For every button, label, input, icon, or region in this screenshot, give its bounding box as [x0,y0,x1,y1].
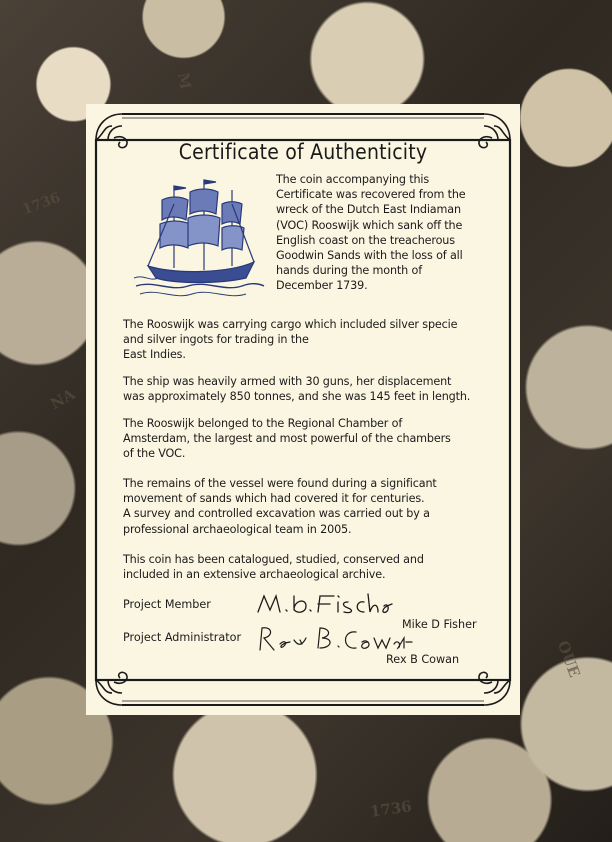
coin-legend-mark: NA [47,384,79,414]
intro-line: hands during the month of [276,264,422,278]
paragraph-line: of the VOC. [123,447,186,461]
paragraph-line: Amsterdam, the largest and most powerful of the chambers [123,432,451,446]
project-member-name: Mike D Fisher [402,618,477,631]
paragraph-line: movement of sands which had covered it for centuries. [123,492,425,506]
paragraph-line: East Indies. [123,348,186,362]
intro-line: English coast on the treacherous [276,233,455,247]
paragraph-line: The Rooswijk was carrying cargo which included silver specie [123,318,458,331]
intro-line: December 1739. [276,279,368,293]
paragraph-line: was approximately 850 tonnes, and she was 145 feet in length. [123,390,471,404]
intro-line: Certificate was recovered from the [276,188,466,202]
excavation-paragraph [123,476,511,537]
paragraph-line: professional archaeological team in 2005. [123,522,352,536]
sailing-ship-illustration [134,174,266,306]
cargo-paragraph [123,317,511,363]
intro-line: (VOC) Rooswijk which sank off the [276,218,463,232]
paragraph-line: This coin has been catalogued, studied, conserved and [123,553,424,566]
project-administrator-label: Project Administrator [123,631,242,644]
certificate-title: Certificate of Authenticity [178,140,428,164]
paragraph-line: and silver ingots for trading in the [123,333,309,347]
intro-line: wreck of the Dutch East Indiaman [276,203,461,217]
armament-paragraph [123,374,511,404]
paragraph-line: The remains of the vessel were found during a significant [123,477,437,490]
archive-paragraph [123,552,511,582]
paragraph-line: The Rooswijk belonged to the Regional Chamber of [123,417,403,430]
coin-legend-mark: OUE [553,638,584,680]
intro-paragraph [276,172,506,294]
paragraph-line: The ship was heavily armed with 30 guns, her displacement [123,375,452,388]
project-member-label: Project Member [123,598,211,611]
intro-line: The coin accompanying this [276,173,430,186]
coin-date-mark: 1736 [20,189,63,219]
coin-letter-mark: M [173,71,195,91]
chamber-paragraph [123,416,511,462]
project-member-signature [254,588,394,618]
paragraph-line: included in an extensive archaeological archive. [123,568,386,582]
certificate-card [86,104,520,715]
intro-line: Goodwin Sands with the loss of all [276,249,463,263]
coin-date-mark: 1736 [368,797,413,821]
project-administrator-name: Rex B Cowan [386,653,460,666]
project-administrator-signature [254,622,414,654]
paragraph-line: A survey and controlled excavation was carried out by a [123,507,430,521]
